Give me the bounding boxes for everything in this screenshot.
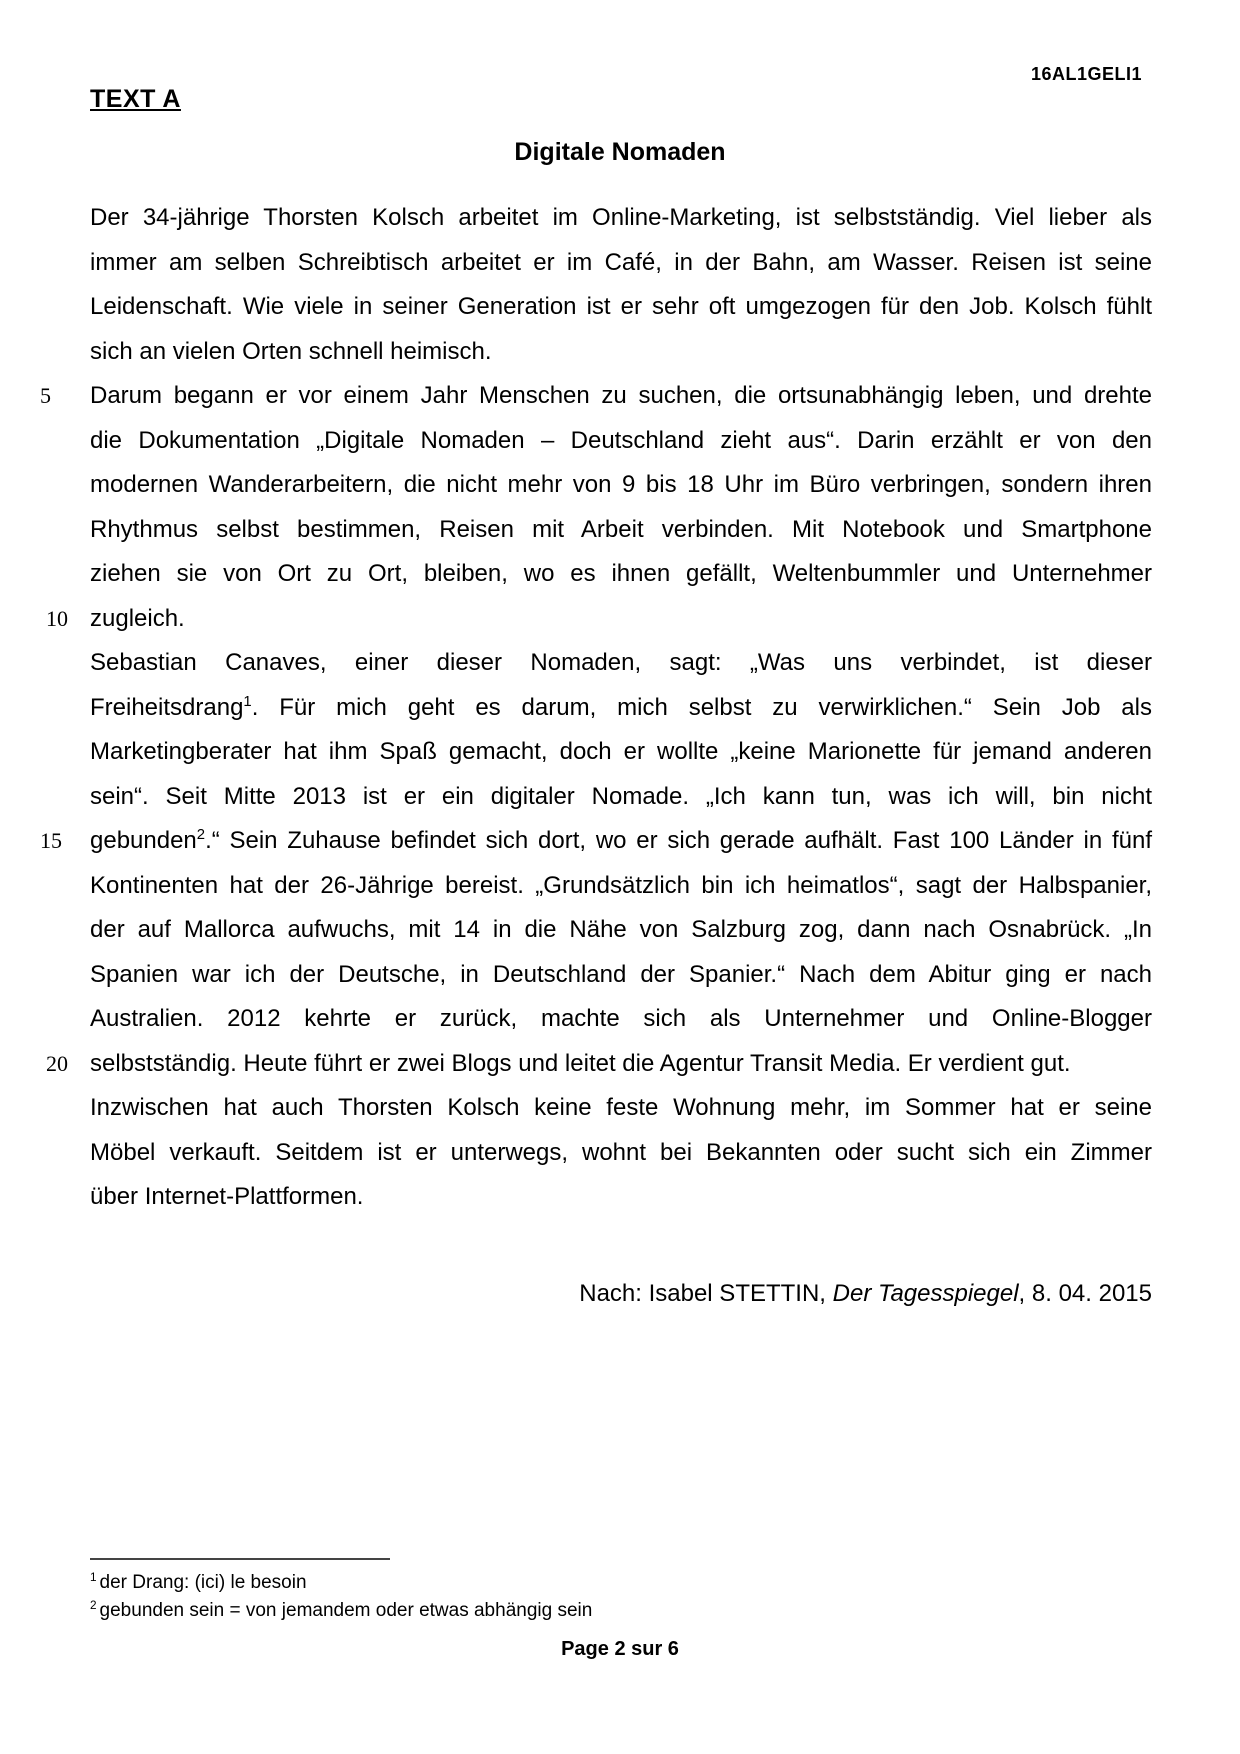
text-line (90, 775, 1152, 820)
text-line (90, 241, 1152, 286)
page-number: Page 2 sur 6 (561, 1638, 679, 1660)
footnote-marker: 2 (196, 827, 206, 843)
text-line (40, 819, 1152, 864)
section-label: TEXT A (90, 85, 181, 113)
text-line (90, 330, 1152, 375)
text-run: Leidenschaft. Wie viele in seiner Generation ist er sehr oft umgezogen für den Job. Kolsch fühlt (90, 293, 1152, 320)
text-run: Der Tagesspiegel (832, 1280, 1019, 1307)
text-run: Australien. 2012 kehrte er zurück, machte sich als Unternehmer und Online-Blogger (90, 1005, 1152, 1032)
source-attribution (90, 1272, 1152, 1316)
text-run: Marketingberater hat ihm Spaß gemacht, doch er wollte „keine Marionette für jemand anderen (90, 738, 1152, 765)
footnote-marker: 1 (243, 693, 252, 710)
text-run: die Dokumentation „Digitale Nomaden – Deutschland zieht aus“. Darin erzählt er von den (90, 426, 1152, 454)
text-run: . Für mich geht es darum, mich selbst zu verwirklichen.“ Sein Job als (251, 693, 1152, 721)
text-line (90, 997, 1152, 1042)
text-run: sich an vielen Orten schnell heimisch. (90, 337, 492, 365)
text-line (90, 686, 1152, 731)
text-run: Möbel verkauft. Seitdem ist er unterwegs, wohnt bei Bekannten oder sucht sich ein Zimmer (90, 1138, 1152, 1166)
footnotes-section (90, 1558, 1152, 1625)
text-run: .“ Sein Zuhause befindet sich dort, wo er sich gerade aufhält. Fast 100 Länder in fünf (205, 827, 1152, 854)
text-run: Der 34-jährige Thorsten Kolsch arbeitet im Online-Marketing, ist selbstständig. Viel lieber als (90, 204, 1152, 231)
text-line (46, 597, 1152, 642)
line-number: 15 (40, 828, 62, 853)
text-run: Freiheitsdrang (90, 693, 244, 721)
footnote-marker: 1 (90, 1570, 97, 1584)
text-line (90, 196, 1152, 241)
line-number: 10 (46, 605, 68, 631)
text-line (90, 552, 1152, 597)
footnote (90, 1569, 1152, 1597)
article-title: Digitale Nomaden (514, 138, 726, 166)
text-run: Sebastian Canaves, einer dieser Nomaden, sagt: „Was uns verbindet, ist dieser (90, 649, 1152, 676)
text-run: Inzwischen hat auch Thorsten Kolsch keine feste Wohnung mehr, im Sommer hat er seine (90, 1094, 1152, 1121)
text-line (40, 374, 1152, 419)
text-run: Nach: Isabel STETTIN, (579, 1280, 833, 1307)
document-reference-code: 16AL1GELI1 (1030, 64, 1142, 84)
text-run: der auf Mallorca aufwuchs, mit 14 in die Nähe von Salzburg zog, dann nach Osnabrück. „In (90, 916, 1152, 943)
text-run: Rhythmus selbst bestimmen, Reisen mit Arbeit verbinden. Mit Notebook und Smartphone (90, 515, 1152, 543)
article-body (40, 196, 1152, 1220)
footnote-divider (90, 1558, 390, 1560)
footnote (90, 1597, 1152, 1625)
text-run: Spanien war ich der Deutsche, in Deutschland der Spanier.“ Nach dem Abitur ging er nach (90, 960, 1152, 988)
text-run: gebunden sein = von jemandem oder etwas abhängig sein (99, 1600, 593, 1621)
text-run: ziehen sie von Ort zu Ort, bleiben, wo es ihnen gefällt, Weltenbummler und Unternehmer (90, 560, 1152, 587)
text-line (90, 1131, 1152, 1176)
footnote-list (90, 1569, 1152, 1625)
text-run: gebunden (90, 827, 197, 854)
text-run: Kontinenten hat der 26-Jährige bereist. „Grundsätzlich bin ich heimatlos“, sagt der Halbspanier, (90, 871, 1152, 899)
text-run: selbstständig. Heute führt er zwei Blogs und leitet die Agentur Transit Media. Er verdient gut. (90, 1049, 1071, 1077)
text-line (90, 864, 1152, 909)
text-run: der Drang: (ici) le besoin (99, 1572, 307, 1593)
text-line (90, 508, 1152, 553)
text-line (90, 908, 1152, 953)
text-line (46, 1042, 1152, 1087)
line-number: 5 (40, 383, 51, 408)
text-run: , 8. 04. 2015 (1018, 1280, 1152, 1307)
text-run: Darum begann er vor einem Jahr Menschen zu suchen, die ortsunabhängig leben, und drehte (90, 382, 1152, 409)
text-run: über Internet-Plattformen. (90, 1183, 364, 1210)
text-run: zugleich. (90, 604, 185, 632)
text-line (90, 419, 1152, 464)
text-line (90, 1086, 1152, 1131)
text-line (90, 1175, 1152, 1220)
text-line (90, 285, 1152, 330)
text-line (90, 953, 1152, 998)
text-line (90, 463, 1152, 508)
text-line (90, 730, 1152, 775)
text-line (90, 641, 1152, 686)
line-number: 20 (46, 1050, 68, 1076)
text-run: immer am selben Schreibtisch arbeitet er im Café, in der Bahn, am Wasser. Reisen ist seine (90, 248, 1152, 276)
text-run: modernen Wanderarbeitern, die nicht mehr von 9 bis 18 Uhr im Büro verbringen, sondern ihren (90, 471, 1152, 498)
text-run: sein“. Seit Mitte 2013 ist er ein digitaler Nomade. „Ich kann tun, was ich will, bin nicht (90, 782, 1152, 810)
footnote-marker: 2 (90, 1598, 97, 1612)
